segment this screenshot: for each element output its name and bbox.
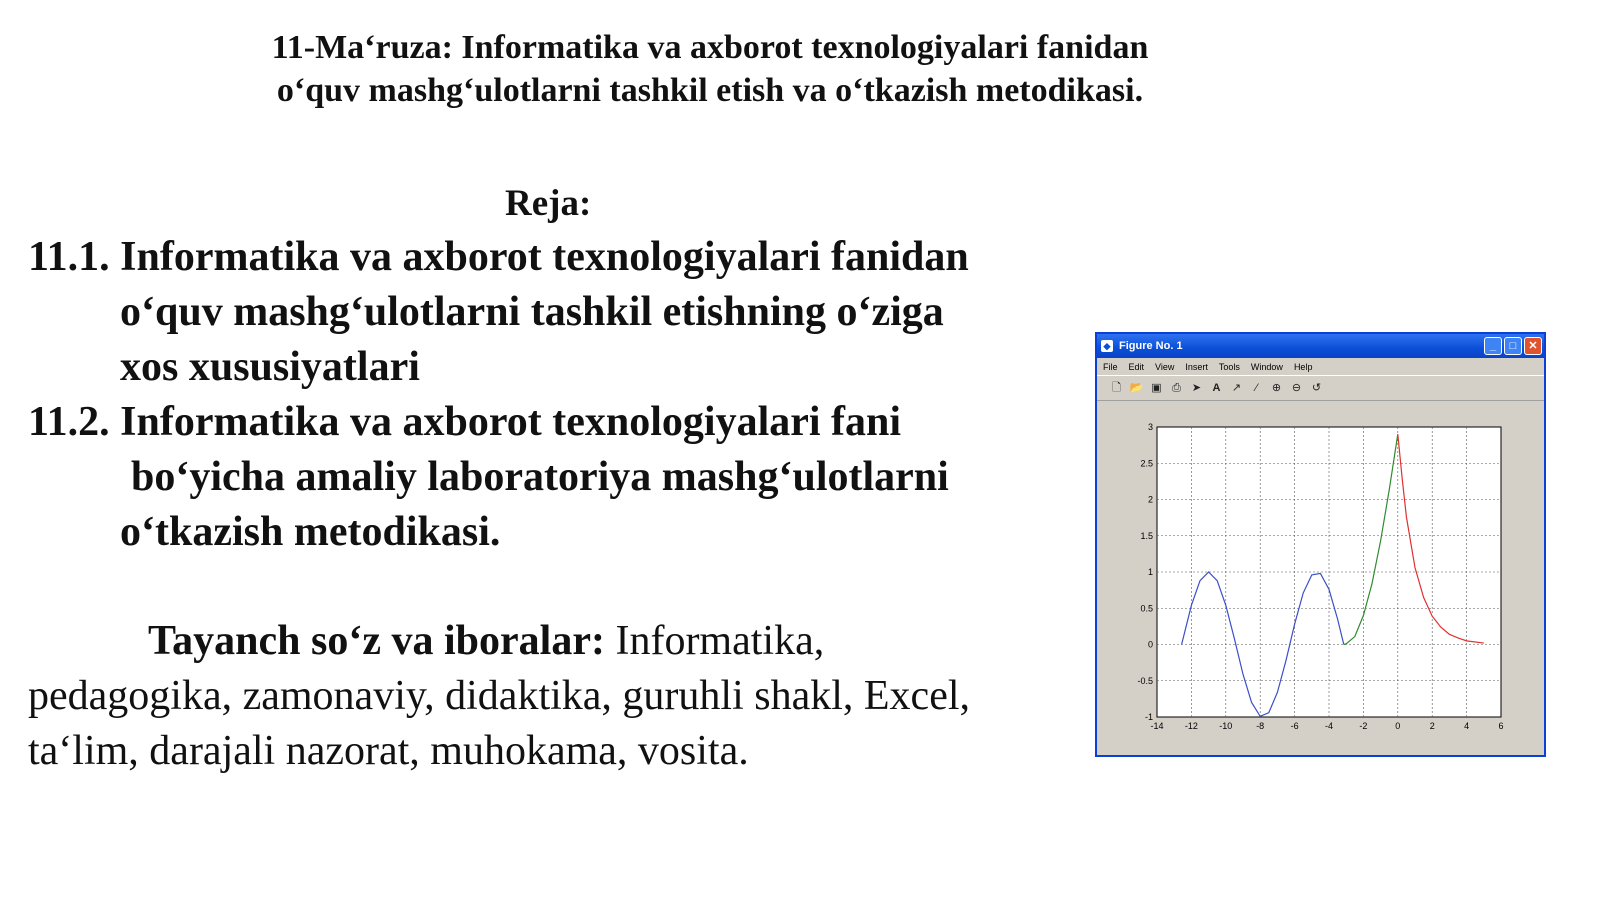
x-tick-label: 0: [1395, 721, 1401, 731]
y-tick-label: 3: [1147, 422, 1153, 432]
menu-file[interactable]: File: [1103, 361, 1118, 372]
plan-item-2-line-1: 11.2. Informatika va axborot texnologiyalari fani: [28, 399, 902, 445]
x-tick-label: -14: [1150, 721, 1164, 731]
print-icon[interactable]: ⎙: [1172, 381, 1181, 394]
keywords-line-1: Informatika,: [604, 618, 825, 664]
zoom-out-icon[interactable]: ⊖: [1291, 381, 1302, 394]
x-tick-label: -2: [1359, 721, 1368, 731]
plan-heading: Reja:: [505, 183, 592, 224]
y-tick-label: 2.5: [1140, 458, 1153, 469]
save-icon[interactable]: ▣: [1151, 381, 1162, 394]
x-tick-label: 6: [1498, 721, 1504, 731]
plot-area[interactable]: [1097, 400, 1544, 755]
window-titlebar[interactable]: [1097, 334, 1544, 358]
new-file-icon[interactable]: 🗋: [1112, 381, 1121, 394]
x-tick-label: -12: [1184, 721, 1198, 731]
menu-bar: [1097, 358, 1544, 375]
arrow-select-icon[interactable]: ➤: [1191, 381, 1202, 394]
menu-help[interactable]: Help: [1293, 361, 1313, 372]
plan-item-1: [28, 230, 969, 395]
title-line-2: o‘quv mashg‘ulotlarni tashkil etish va o‘tkazish metodikasi.: [276, 72, 1144, 109]
close-button[interactable]: ✕: [1524, 337, 1542, 355]
menu-edit[interactable]: Edit: [1128, 361, 1145, 372]
minimize-button[interactable]: _: [1484, 337, 1502, 355]
plan-item-2-line-2: bo‘yicha amaliy laboratoriya mashg‘ulotlarni: [131, 454, 949, 500]
x-tick-label: -4: [1324, 721, 1334, 731]
open-folder-icon[interactable]: 📂: [1129, 381, 1144, 394]
y-tick-label: 2: [1147, 494, 1153, 505]
line-icon[interactable]: ⁄: [1255, 381, 1258, 394]
maximize-button[interactable]: □: [1504, 337, 1522, 355]
zoom-in-icon[interactable]: ⊕: [1271, 381, 1282, 394]
title-line-1: 11-Ma‘ruza: Informatika va axborot texnologiyalari fanidan: [271, 29, 1149, 66]
rotate-icon[interactable]: ↺: [1311, 381, 1322, 394]
keywords-block: [28, 614, 1108, 779]
matlab-app-icon: ◆: [1101, 340, 1113, 352]
menu-insert[interactable]: Insert: [1185, 361, 1208, 372]
keywords-line-2: pedagogika, zamonaviy, didaktika, guruhli shakl, Excel,: [28, 673, 971, 719]
x-tick-label: 4: [1464, 721, 1470, 731]
plan-item-1-line-2: o‘quv mashg‘ulotlarni tashkil etishning o‘ziga: [120, 289, 944, 335]
x-tick-label: 2: [1429, 721, 1435, 731]
y-tick-label: 1.5: [1140, 530, 1153, 541]
text-icon[interactable]: A: [1212, 381, 1221, 394]
figure-window: [1095, 332, 1546, 757]
y-tick-label: 1: [1147, 567, 1153, 577]
plan-item-2: [28, 395, 949, 560]
plan-item-2-line-3: o‘tkazish metodikasi.: [120, 509, 501, 555]
window-title: Figure No. 1: [1119, 340, 1183, 352]
menu-tools[interactable]: Tools: [1218, 361, 1240, 372]
x-tick-label: -8: [1256, 721, 1265, 731]
keywords-line-3: ta‘lim, darajali nazorat, muhokama, vosita.: [28, 728, 749, 774]
y-tick-label: -0.5: [1137, 675, 1153, 686]
y-tick-label: -1: [1144, 712, 1153, 722]
keywords-heading: Tayanch so‘z va iboralar:: [148, 618, 605, 664]
x-tick-label: -10: [1219, 721, 1233, 731]
plan-item-1-line-3: xos xususiyatlari: [120, 344, 420, 390]
menu-window[interactable]: Window: [1250, 361, 1283, 372]
y-tick-label: 0: [1147, 639, 1153, 650]
toolbar: [1097, 375, 1544, 401]
y-tick-label: 0.5: [1140, 603, 1153, 614]
slide-title: [120, 26, 1300, 112]
plan-item-1-line-1: 11.1. Informatika va axborot texnologiyalari fanidan: [28, 234, 969, 280]
arrow-icon[interactable]: ↗: [1231, 381, 1242, 394]
menu-view[interactable]: View: [1155, 361, 1175, 372]
x-tick-label: -6: [1290, 721, 1299, 731]
